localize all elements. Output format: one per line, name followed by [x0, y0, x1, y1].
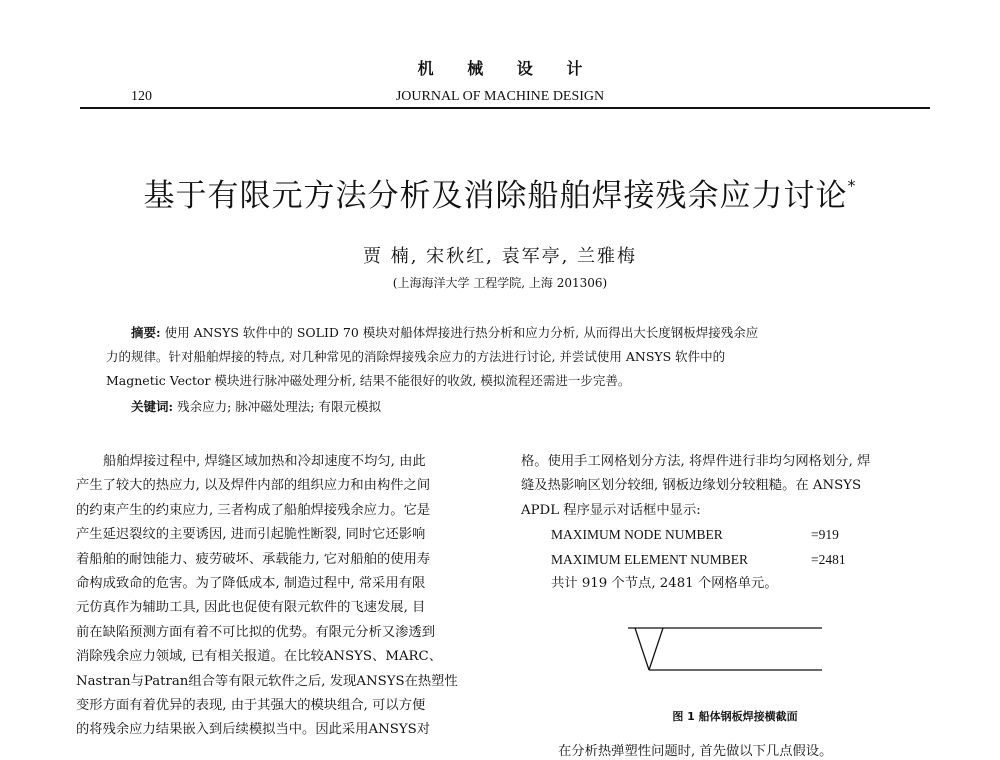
keywords-label: 关键词:: [131, 399, 174, 414]
body-line: 着船舶的耐蚀能力、疲劳破坏、承载能力, 它对船舶的使用寿: [76, 551, 431, 567]
body-line: 的将残余应力结果嵌入到后续模拟当中。因此采用ANSYS对: [76, 722, 431, 738]
body-line: 缝及热影响区划分较细, 钢板边缘划分较粗糙。在 ANSYS: [521, 478, 862, 494]
body-line: 格。使用手工网格划分方法, 将焊件进行非均匀网格划分, 焊: [521, 454, 871, 469]
paper-title-text: 基于有限元方法分析及消除船舶焊接残余应力讨论: [143, 178, 848, 214]
body-line: 的约束产生的约束应力, 三者构成了船舶焊接残余应力。它是: [76, 502, 431, 518]
body-line: 元仿真作为辅助工具, 因此也促使有限元软件的飞速发展, 目: [76, 600, 426, 616]
body-line: 产生延迟裂纹的主要诱因, 进而引起脆性断裂, 同时它还影响: [76, 527, 426, 543]
element-count-line: [521, 548, 941, 572]
weld-groove-right: [649, 628, 663, 670]
element-count-value: =2481: [811, 551, 846, 567]
header-rule: [80, 107, 930, 109]
node-count-line: [521, 523, 941, 547]
abstract-line: 力的规律。针对船舶焊接的特点, 对几种常见的消除焊接残余应力的方法进行讨论, 并尝试使用 ANSYS 软件中的: [106, 349, 726, 364]
node-count-label: MAXIMUM NODE NUMBER: [551, 527, 723, 543]
keywords-text: 残余应力; 脉冲磁处理法; 有限元模拟: [177, 399, 381, 414]
page-number: 120: [131, 89, 152, 104]
body-line: APDL 程序显示对话框中显示:: [521, 502, 701, 518]
body-right-column: [521, 450, 941, 596]
node-count-value: =919: [811, 527, 839, 543]
author-list: 贾 楠, 宋秋红, 袁军亭, 兰雅梅: [362, 246, 638, 267]
keywords: [131, 397, 381, 417]
title-footnote-mark: *: [847, 175, 857, 195]
body-line: 产生了较大的热应力, 以及焊件内部的组织应力和由构件之间: [76, 478, 431, 494]
body-line: 变形方面有着优异的表现, 由于其强大的模块组合, 可以方便: [76, 698, 426, 714]
mesh-summary: 共计 919 个节点, 2481 个网格单元。: [551, 576, 778, 592]
body-line: 消除残余应力领域, 已有相关报道。在比较ANSYS、MARC、: [76, 649, 443, 665]
journal-name-chinese: 机 械 设 计: [417, 59, 597, 78]
affiliation: (上海海洋大学 工程学院, 上海 201306): [392, 276, 608, 290]
abstract-line: [131, 323, 758, 343]
weld-groove-left: [635, 628, 649, 670]
body-line: 命构成致命的危害。为了降低成本, 制造过程中, 常采用有限: [76, 576, 426, 592]
journal-name-english: JOURNAL OF MACHINE DESIGN: [395, 89, 605, 104]
figure-caption: 图 1 船体钢板焊接横截面: [672, 710, 798, 723]
abstract-label: 摘要:: [131, 325, 161, 340]
body-line-continuation: 在分析热弹塑性问题时, 首先做以下几点假设。: [558, 744, 833, 759]
abstract-text: 使用 ANSYS 软件中的 SOLID 70 模块对船体焊接进行热分析和应力分析, 从而得出大长度钢板焊接残余应: [164, 325, 759, 340]
abstract-line: Magnetic Vector 模块进行脉冲磁处理分析, 结果不能很好的收敛, 模拟流程还需进一步完善。: [106, 373, 631, 388]
body-left-column: [76, 450, 496, 743]
weld-cross-section-figure: [627, 624, 823, 676]
body-line: 船舶焊接过程中, 焊缝区域加热和冷却速度不均匀, 由此: [103, 454, 426, 469]
body-line: Nastran与Patran组合等有限元软件之后, 发现ANSYS在热塑性: [76, 673, 458, 689]
body-line: 前在缺陷预测方面有着不可比拟的优势。有限元分析又渗透到: [76, 624, 436, 640]
paper-title: [0, 170, 1000, 215]
element-count-label: MAXIMUM ELEMENT NUMBER: [551, 551, 749, 567]
